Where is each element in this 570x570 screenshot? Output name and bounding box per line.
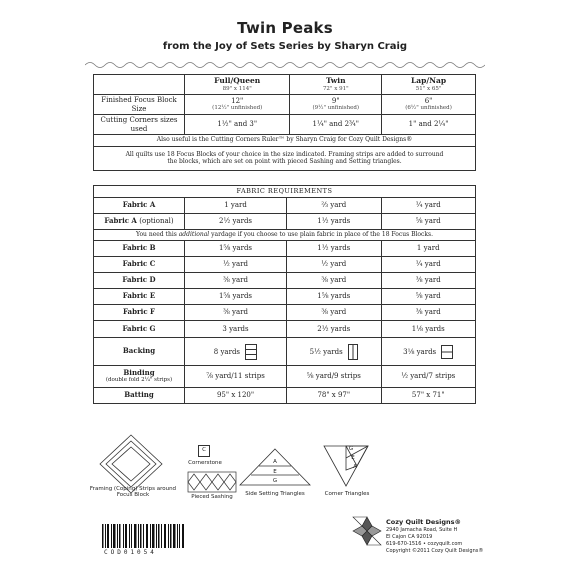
table-cell: ¼ yard <box>381 198 476 214</box>
corner-triangle-diagram <box>322 444 370 488</box>
fabric-table-header: FABRIC REQUIREMENTS <box>94 186 476 198</box>
corner-letter: E <box>351 455 355 461</box>
table-cell: 1⅝ yards <box>185 241 287 257</box>
table-cell: ⅞ yard/11 strips <box>185 366 287 388</box>
fabric-label: Fabric C <box>94 257 185 273</box>
company-address-line: El Cajon CA 92019 <box>386 534 433 540</box>
fabric-note: You need this additional yardage if you choose to use plain fabric in place of the 18 Focus Blocks. <box>94 230 476 241</box>
table-cell: 95" x 120" <box>185 388 287 404</box>
cozy-quilt-logo <box>352 516 382 546</box>
fabric-label: Backing <box>94 338 185 366</box>
table-cell: ⅝ yard <box>381 214 476 230</box>
ruler-note: Also useful is the Cutting Corners Ruler™ by Sharyn Craig for Cozy Quilt Designs® <box>94 135 476 147</box>
table-cell: 9" (9½" unfinished) <box>290 95 382 115</box>
side-letter: G <box>272 478 278 484</box>
table-cell: ¼ yard <box>381 257 476 273</box>
corner-triangles-label: Corner Triangles <box>324 491 370 497</box>
table-cell: 3⅛ yards <box>381 338 476 366</box>
cornerstone-label: Cornerstone <box>188 460 222 466</box>
fabric-label: Fabric D <box>94 273 185 289</box>
table-cell: 1⅝ yards <box>287 289 381 305</box>
table-cell: 1¼" and 2¾" <box>290 115 382 135</box>
size-column-header: Lap/Nap 51" x 65" <box>382 75 476 95</box>
page-title: Twin Peaks <box>237 19 333 37</box>
table-cell: 1" and 2¼" <box>382 115 476 135</box>
pieced-sashing-diagram <box>187 471 237 493</box>
table-cell: 2½ yards <box>287 321 381 338</box>
quilt-description: All quilts use 18 Focus Blocks of your choice in the size indicated. Framing strips are added to surround the blocks, which are set on point with pieced Sashing and Setting triangles. <box>94 147 476 171</box>
page-subtitle: from the Joy of Sets Series by Sharyn Craig <box>162 41 408 52</box>
barcode-image <box>102 524 186 548</box>
fabric-label: Fabric A <box>94 198 185 214</box>
table-cell: ⅜ yard <box>185 273 287 289</box>
row-label: Finished Focus Block Size <box>94 95 185 115</box>
company-address-line: 2940 Jamacha Road, Suite H <box>386 527 458 533</box>
table-cell: 6" (6½" unfinished) <box>382 95 476 115</box>
table-cell: ⅜ yard <box>287 273 381 289</box>
table-cell: ⅜ yard <box>287 305 381 321</box>
table-cell: 57" x 71" <box>381 388 476 404</box>
table-cell: 1½ yards <box>287 214 381 230</box>
table-cell: ½ yard <box>287 257 381 273</box>
table-cell: 3 yards <box>185 321 287 338</box>
table-cell: 1⅛ yards <box>381 321 476 338</box>
table-cell: 12" (12½" unfinished) <box>185 95 290 115</box>
decorative-wavy-line <box>85 60 485 70</box>
table-cell: 2½ yards <box>185 214 287 230</box>
table-cell: 1½ yards <box>287 241 381 257</box>
table-cell: ⅔ yard <box>287 198 381 214</box>
pieced-sashing-label: Pieced Sashing <box>191 494 233 500</box>
copyright-line: Copyright ©2011 Cozy Quilt Designs® <box>386 548 484 554</box>
backing-layout-icon <box>348 344 358 360</box>
quilt-sizes-table <box>93 74 476 171</box>
size-column-header: Full/Queen 89" x 114" <box>185 75 290 95</box>
table-cell: 8 yards <box>185 338 287 366</box>
fabric-label: Fabric G <box>94 321 185 338</box>
fabric-label: Binding (double fold 2¼" strips) <box>94 366 185 388</box>
size-column-header: Twin 72" x 91" <box>290 75 382 95</box>
table-cell: 1 yard <box>185 198 287 214</box>
cornerstone-letter: C <box>202 447 206 453</box>
fabric-label: Fabric F <box>94 305 185 321</box>
table-cell: ⅝ yard/9 strips <box>287 366 381 388</box>
backing-layout-icon <box>441 345 453 359</box>
fabric-label: Fabric E <box>94 289 185 305</box>
fabric-label: Fabric A (optional) <box>94 214 185 230</box>
company-contact-line: 619-670-1516 • cozyquilt.com <box>386 541 463 547</box>
row-label: Cutting Corners sizes used <box>94 115 185 135</box>
table-cell: ⅝ yard <box>381 289 476 305</box>
table-cell: ½ yard <box>185 257 287 273</box>
fabric-label: Batting <box>94 388 185 404</box>
backing-layout-icon <box>245 344 257 360</box>
table-cell: 78" x 97" <box>287 388 381 404</box>
table-cell: 5½ yards <box>287 338 381 366</box>
empty-header-cell <box>94 75 185 95</box>
framing-label: Framing (Coping) Strips around Focus Block <box>89 486 177 498</box>
barcode-number: COD01054 <box>104 549 157 556</box>
side-setting-label: Side Setting Triangles <box>245 491 305 497</box>
table-cell: ⅜ yard <box>185 305 287 321</box>
table-cell: ⅜ yard <box>381 305 476 321</box>
company-name: Cozy Quilt Designs® <box>386 518 462 526</box>
table-cell: ½ yard/7 strips <box>381 366 476 388</box>
corner-letter: G <box>348 446 354 452</box>
table-cell: 1½" and 3" <box>185 115 290 135</box>
table-cell: 1⅝ yards <box>185 289 287 305</box>
fabric-requirements-table <box>93 185 476 404</box>
fabric-label: Fabric B <box>94 241 185 257</box>
table-cell: ⅜ yard <box>381 273 476 289</box>
side-letter: E <box>273 469 277 475</box>
table-cell: 1 yard <box>381 241 476 257</box>
side-letter: A <box>273 459 277 465</box>
corner-letter: A <box>353 464 357 470</box>
